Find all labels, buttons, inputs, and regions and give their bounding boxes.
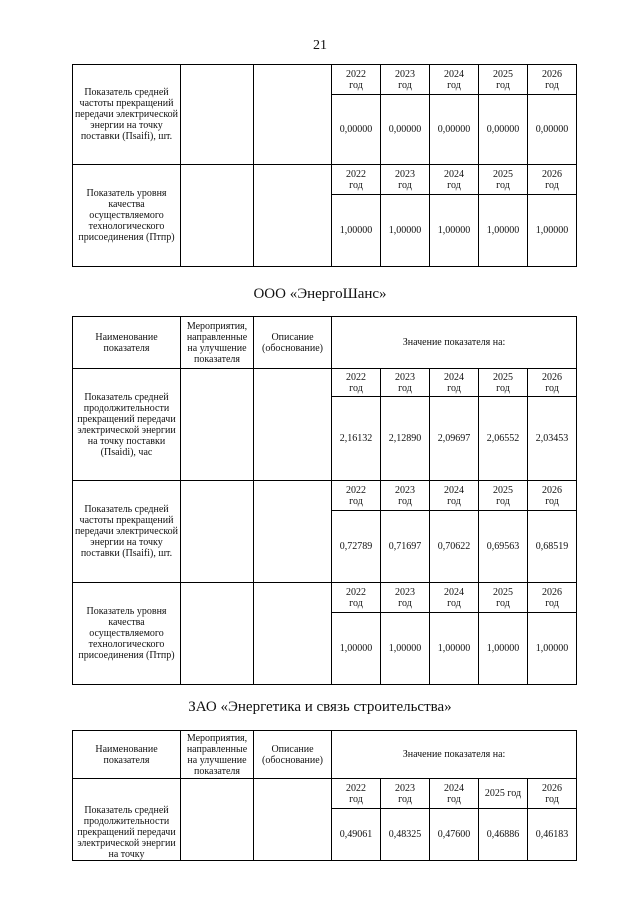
year-header <box>479 583 528 613</box>
year: 2025 <box>493 371 513 383</box>
year: 2024 <box>444 782 464 794</box>
description-cell <box>254 583 332 685</box>
indicator-name: Показатель средней продолжительности прекращений передачи электрической энергии на точку <box>73 779 181 861</box>
year: 2022 <box>346 168 366 180</box>
indicator-name: Показатель уровня качества осуществляемого технологического присоединения (Птпр) <box>73 165 181 267</box>
year-unit: год <box>545 79 559 91</box>
year: 2025 <box>493 168 513 180</box>
value-cell: 0,00000 <box>332 95 381 165</box>
year-header <box>381 779 430 809</box>
indicator-name: Показатель средней частоты прекращений передачи электрической энергии на точку поставки (Пsaifi), шт. <box>73 481 181 583</box>
year: 2025 <box>493 586 513 598</box>
table-row <box>73 369 577 397</box>
year-unit: год <box>349 495 363 507</box>
org-title: ЗАО «Энергетика и связь строительства» <box>188 699 452 715</box>
year-header <box>528 779 577 809</box>
column-header-name: Наименование показателя <box>73 317 181 369</box>
year-unit: год <box>496 597 510 609</box>
year: 2024 <box>444 371 464 383</box>
year: 2023 <box>395 484 415 496</box>
value-cell: 0,46886 <box>479 809 528 861</box>
year: 2026 <box>542 484 563 496</box>
year-header <box>528 65 577 95</box>
column-header-description: Описание (обоснование) <box>254 731 332 779</box>
value-cell: 2,16132 <box>332 397 381 481</box>
description-cell <box>254 369 332 481</box>
year-unit: год <box>349 179 363 191</box>
description-cell <box>254 779 332 861</box>
year: 2025 <box>493 68 513 80</box>
year: 2024 <box>444 586 464 598</box>
value-cell: 0,72789 <box>332 511 381 583</box>
table-row <box>73 779 577 809</box>
year-header <box>479 65 528 95</box>
page-number: 21 <box>313 38 327 53</box>
year-header <box>381 583 430 613</box>
year: 2022 <box>346 782 366 794</box>
value-cell: 1,00000 <box>332 613 381 685</box>
value-cell: 0,00000 <box>479 95 528 165</box>
table-header-row <box>73 731 577 779</box>
value-cell: 0,71697 <box>381 511 430 583</box>
year-unit: год <box>545 597 559 609</box>
year-unit: год <box>496 179 510 191</box>
year-unit: год <box>447 179 461 191</box>
value-cell: 0,00000 <box>528 95 577 165</box>
year-unit: год <box>447 79 461 91</box>
year-header <box>332 369 381 397</box>
indicators-table-energoshans <box>72 316 577 685</box>
measures-cell <box>181 583 254 685</box>
year: 2026 <box>542 68 562 80</box>
year-header <box>430 65 479 95</box>
value-cell: 1,00000 <box>479 613 528 685</box>
column-header-description: Описание (обоснование) <box>254 317 332 369</box>
year-unit: год <box>496 79 510 91</box>
column-header-value: Значение показателя на: <box>332 317 577 369</box>
year-header <box>332 583 381 613</box>
indicators-table-continued <box>72 64 577 267</box>
year-unit: год <box>398 495 412 507</box>
value-cell: 1,00000 <box>381 195 430 267</box>
org-title: ООО «ЭнергоШанс» <box>253 286 387 302</box>
year-header <box>332 165 381 195</box>
value-cell: 0,46183 <box>528 809 577 861</box>
table-row <box>73 165 577 195</box>
value-cell: 0,68519 <box>528 511 577 583</box>
year-header <box>528 583 577 613</box>
year-unit: год <box>447 495 461 507</box>
indicator-name: Показатель средней частоты прекращений передачи электрической энергии на точку поставки (Пsaifi), шт. <box>73 65 181 165</box>
year-header <box>479 165 528 195</box>
indicator-name: Показатель средней продолжительности прекращений передачи электрической энергии на точку поставки (Пsaidi), час <box>73 369 181 481</box>
measures-cell <box>181 481 254 583</box>
year-unit: год <box>447 382 461 394</box>
year-header <box>430 481 479 511</box>
year-header <box>528 481 577 511</box>
year-header <box>430 583 479 613</box>
year-unit: год <box>496 382 510 394</box>
year-header <box>479 369 528 397</box>
year: 2023 <box>395 782 415 794</box>
measures-cell <box>181 165 254 267</box>
measures-cell <box>181 65 254 165</box>
value-cell: 2,06552 <box>479 397 528 481</box>
year: 2022 <box>346 484 366 496</box>
year: 2023 <box>395 371 415 383</box>
year-unit: год <box>545 495 559 507</box>
year-unit: год <box>398 79 412 91</box>
year: 2022 <box>346 68 366 80</box>
year-unit: год <box>349 382 363 394</box>
year-header <box>381 481 430 511</box>
year-header <box>381 65 430 95</box>
year: 2026 <box>542 168 562 180</box>
year: 2023 <box>395 68 415 80</box>
value-cell: 0,70622 <box>430 511 479 583</box>
year-unit: год <box>398 382 412 394</box>
value-cell: 2,03453 <box>528 397 577 481</box>
year-header <box>381 165 430 195</box>
year-unit: год <box>398 179 412 191</box>
column-header-measures: Мероприятия, направленные на улучшение показателя <box>181 317 254 369</box>
year: 2024 <box>444 68 464 80</box>
year: 2024 <box>444 484 464 496</box>
value-cell: 2,09697 <box>430 397 479 481</box>
description-cell <box>254 165 332 267</box>
year-unit: год <box>447 793 461 805</box>
year-unit: год <box>398 597 412 609</box>
value-cell: 0,48325 <box>381 809 430 861</box>
year-unit: год <box>398 793 412 805</box>
year-unit: год <box>545 179 559 191</box>
year-unit: год <box>349 793 363 805</box>
value-cell: 0,00000 <box>430 95 479 165</box>
indicators-table-energetika <box>72 730 577 861</box>
table-row <box>73 481 577 511</box>
table-row <box>73 65 577 95</box>
value-cell: 1,00000 <box>430 613 479 685</box>
column-header-value: Значение показателя на: <box>332 731 577 779</box>
year-header: 2025 год <box>479 779 528 809</box>
value-cell: 2,12890 <box>381 397 430 481</box>
value-cell: 1,00000 <box>430 195 479 267</box>
year: 2025 <box>493 484 513 496</box>
value-cell: 1,00000 <box>528 195 577 267</box>
indicator-name: Показатель уровня качества осуществляемого технологического присоединения (Птпр) <box>73 583 181 685</box>
year-header <box>332 779 381 809</box>
table-row <box>73 583 577 613</box>
year-unit: год <box>349 79 363 91</box>
year-header <box>430 779 479 809</box>
year-unit: год <box>447 597 461 609</box>
year-header <box>381 369 430 397</box>
year: 2026 <box>542 586 563 598</box>
value-cell: 1,00000 <box>381 613 430 685</box>
column-header-measures: Мероприятия, направленные на улучшение показателя <box>181 731 254 779</box>
column-header-name: Наименование показателя <box>73 731 181 779</box>
year-header <box>430 165 479 195</box>
value-cell: 1,00000 <box>479 195 528 267</box>
year-unit: год <box>545 382 559 394</box>
value-cell: 1,00000 <box>332 195 381 267</box>
year: 2022 <box>346 371 366 383</box>
value-cell: 0,49061 <box>332 809 381 861</box>
value-cell: 0,00000 <box>381 95 430 165</box>
description-cell <box>254 65 332 165</box>
value-cell: 1,00000 <box>528 613 577 685</box>
year: 2023 <box>395 168 415 180</box>
year: 2024 <box>444 168 464 180</box>
year-header <box>528 369 577 397</box>
description-cell <box>254 481 332 583</box>
table-header-row <box>73 317 577 369</box>
year-header <box>479 481 528 511</box>
measures-cell <box>181 369 254 481</box>
year-unit: год <box>545 793 559 805</box>
year-header <box>528 165 577 195</box>
value-cell: 0,47600 <box>430 809 479 861</box>
year-header <box>332 65 381 95</box>
year-header <box>430 369 479 397</box>
year: 2026 <box>542 782 563 794</box>
value-cell: 0,69563 <box>479 511 528 583</box>
year: 2023 <box>395 586 415 598</box>
measures-cell <box>181 779 254 861</box>
year: 2022 <box>346 586 366 598</box>
year-unit: год <box>349 597 363 609</box>
year-header <box>332 481 381 511</box>
year-unit: год <box>496 495 510 507</box>
year: 2026 <box>542 371 563 383</box>
